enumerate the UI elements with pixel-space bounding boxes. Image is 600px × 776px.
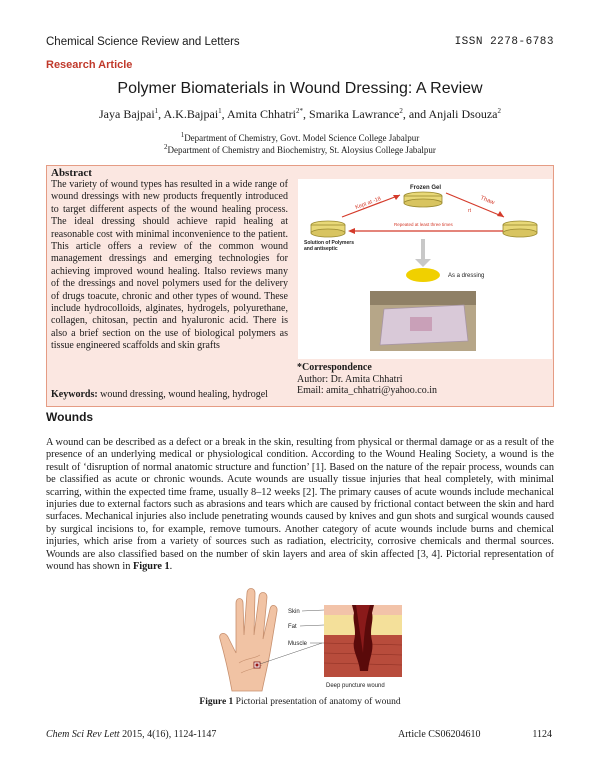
figure-1-caption-label: Figure 1	[199, 697, 234, 707]
skin-label: Skin	[288, 609, 300, 615]
author: Anjali Dsouza	[428, 107, 498, 121]
rt-label: rt	[468, 208, 472, 214]
footer-volume: 2015, 4(16), 1124-1147	[119, 729, 217, 740]
keywords-label: Keywords:	[51, 389, 98, 400]
hand-illustration	[220, 589, 322, 692]
article-type: Research Article	[46, 59, 133, 71]
dressing-label: As a dressing	[448, 273, 485, 279]
correspondence-author: Author: Dr. Amita Chhatri	[297, 373, 403, 385]
affiliation: $^1$Department of Chemistry, Govt. Model Science College Jabalpur	[180, 131, 420, 143]
author-affiliation-mark: 2	[497, 107, 501, 115]
frozen-gel-label: Frozen Gel	[410, 185, 442, 191]
muscle-label: Muscle	[288, 641, 308, 647]
polymer-beaker-icon	[311, 221, 345, 237]
paper-title: Polymer Biomaterials in Wound Dressing: A Review	[117, 80, 483, 97]
keywords-list: wound dressing, wound healing, hydrogel	[97, 389, 268, 400]
freeze-label: Kept at -18	[354, 196, 382, 211]
skin-cross-section	[324, 605, 402, 677]
figure-reference[interactable]: Figure 1	[132, 561, 170, 573]
abstract-heading: Abstract	[51, 167, 92, 179]
footer-page-number: 1124	[532, 729, 552, 740]
journal-name: Chemical Science Review and Letters	[46, 36, 240, 48]
polymer-solution-label: Solution of Polymers and antiseptic	[304, 240, 355, 252]
footer-article-id: Article CS06204610	[398, 729, 481, 740]
body-paragraph	[46, 437, 554, 573]
thaw-arrow	[446, 193, 504, 217]
author-separator: ,	[158, 107, 164, 121]
author: Jaya Bajpai	[99, 107, 155, 121]
wound-spot	[256, 664, 259, 667]
author: Amita Chhatri	[227, 107, 297, 121]
footer-journal-abbrev: Chem Sci Rev Lett	[46, 729, 120, 740]
keywords	[51, 389, 268, 400]
dressing-photo	[370, 291, 476, 351]
abstract-text: The variety of wound types has resulted in a wide range of wound dressings with new products frequently introduced to target different aspects of the wound healing process. The ideal dressing should achieve rapid healing at reasonable cost with minimal inconvenience to the patient. This article offers a review of the common wound management dressings and emerging technologies for achieving improved wound healing. Italso reviews many of the dressings and novel polymers used for the delivery of drugs toacute, chronic and other types of wound. These include hydrocolloids, alginates, hydrogels, polyurethane, collagen, chitosan, pectin and hyaluronic acid. There is also a brief section on the use of biological polymers as tissue engineered scaffolds and skin grafts	[51, 179, 288, 352]
correspondence	[297, 362, 437, 397]
repeat-arrowhead	[348, 228, 355, 234]
frozen-gel-icon	[404, 192, 442, 207]
thawed-gel-icon	[503, 221, 537, 237]
thaw-label: Thaw	[479, 195, 496, 207]
down-arrow-head	[415, 259, 431, 267]
author-separator: , and	[402, 107, 429, 121]
wound-label: Deep puncture wound	[326, 683, 385, 689]
graphical-abstract	[298, 179, 552, 359]
wound-anatomy-diagram	[212, 583, 412, 693]
author: A.K.Bajpai	[163, 107, 219, 121]
figure-1	[212, 583, 412, 693]
down-arrow-shaft	[421, 239, 425, 259]
repeat-label: Repeated at least three times	[394, 222, 453, 227]
author-list	[0, 107, 600, 122]
graphical-abstract-diagram	[298, 179, 552, 359]
footer-citation	[46, 729, 216, 740]
author-affiliation-mark: 2*	[296, 107, 304, 115]
affiliation: $^2$Department of Chemistry and Biochemistry, St. Aloysius College Jabalpur	[164, 143, 436, 155]
author: Smarika Lawrance	[309, 107, 400, 121]
issn: ISSN 2278-6783	[454, 36, 554, 48]
body-end: .	[169, 561, 173, 573]
correspondence-heading: *Correspondence	[297, 362, 372, 373]
figure-1-caption	[0, 697, 600, 707]
section-heading: Wounds	[46, 410, 94, 424]
abstract-box	[46, 165, 554, 407]
dressing-gel-icon	[406, 268, 440, 282]
author-affiliation-mark: 1	[218, 107, 222, 115]
author-affiliation-mark: 2	[399, 107, 403, 115]
fat-label: Fat	[288, 624, 297, 630]
author-affiliation-mark: 1	[154, 107, 159, 115]
body-text: A wound can be described as a defect or a break in the skin, resulting from physical or thermal damage or as a result of the presence of an underlying medical or physiological condition. According to the Wound Healing Society, a wound is the result of ‘disruption of normal anatomic structure and function’ [1]. Based on the nature of the repair process, wounds can be classified as acute or chronic wounds. Acute wounds are usually tissue injuries that heal completely, with minimal scarring, within the expected time frame, usually 8–12 weeks [2]. The primary causes of acute wounds include mechanical injuries due to external factors such as abrasions and tears which are caused by frictional contact between the skin and hard surfaces. Mechanical injuries also include penetrating wounds caused by knives and gun shots and surgical wounds caused by surgical incisions to, for example, remove tumours. Another category of acute wounds include burns and chemical injuries, which arise from a variety of sources such as radiation, electricity, corrosive chemicals and thermal sources. Wounds are also classified based on the number of skin layers and area of skin affected [3, 4]. Pictorial representation of wound has shown in	[46, 437, 554, 573]
author-separator: ,	[303, 107, 310, 121]
author-separator: ,	[221, 107, 228, 121]
polymer-solution-label-box	[304, 240, 356, 262]
figure-1-caption-text: Pictorial presentation of anatomy of wound	[233, 697, 401, 707]
correspondence-email[interactable]: Email: amita_chhatri@yahoo.co.in	[297, 385, 437, 396]
